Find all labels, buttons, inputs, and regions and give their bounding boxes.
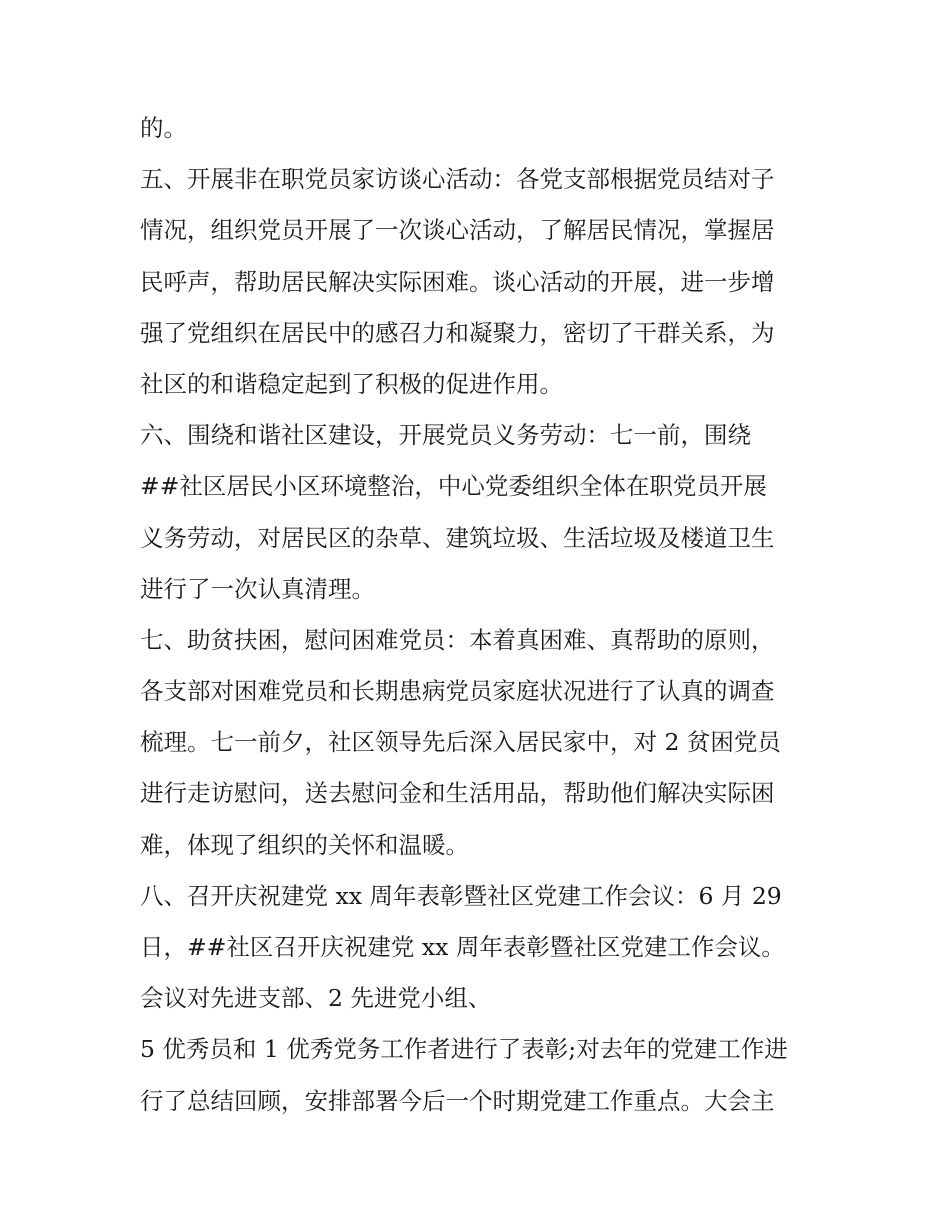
text-line: 六、围绕和谐社区建设，开展党员义务劳动：七一前，围绕 [140, 421, 751, 450]
text-line: 各支部对困难党员和长期患病党员家庭状况进行了认真的调查 [140, 677, 775, 706]
text-line: 七、助贫扶困，慰问困难党员：本着真困难、真帮助的原则， [140, 625, 775, 654]
text-line: 五、开展非在职党员家访谈心活动：各党支部根据党员结对子 [140, 165, 775, 194]
text-line: 义务劳动，对居民区的杂草、建筑垃圾、生活垃圾及楼道卫生 [140, 523, 775, 552]
text-line: 的。 [140, 114, 187, 142]
text-line: ##社区居民小区环境整治，中心党委组织全体在职党员开展 [140, 472, 767, 501]
text-line: 情况，组织党员开展了一次谈心活动，了解居民情况，掌握居 [140, 216, 775, 245]
text-line: 日，##社区召开庆祝建党 xx 周年表彰暨社区党建工作会议。 [140, 933, 785, 961]
text-line: 行了总结回顾，安排部署今后一个时期党建工作重点。大会主 [140, 1086, 775, 1115]
text-line: 进行走访慰问，送去慰问金和生活用品，帮助他们解决实际困 [140, 779, 775, 808]
text-line: 5 优秀员和 1 优秀党务工作者进行了表彰;对去年的党建工作进 [140, 1035, 788, 1064]
text-line: 社区的和谐稳定起到了积极的促进作用。 [140, 369, 563, 398]
text-line: 会议对先进支部、2 先进党小组、 [140, 984, 492, 1013]
text-line: 难，体现了组织的关怀和温暖。 [140, 830, 469, 859]
text-line: 进行了一次认真清理。 [140, 574, 375, 603]
text-line: 梳理。七一前夕，社区领导先后深入居民家中，对 2 贫困党员 [140, 728, 781, 757]
document-body [140, 103, 820, 1127]
text-line: 八、召开庆祝建党 xx 周年表彰暨社区党建工作会议：6 月 29 [140, 881, 782, 910]
text-line: 民呼声，帮助居民解决实际困难。谈心活动的开展，进一步增 [140, 267, 775, 296]
text-line: 强了党组织在居民中的感召力和凝聚力，密切了干群关系，为 [140, 318, 775, 347]
